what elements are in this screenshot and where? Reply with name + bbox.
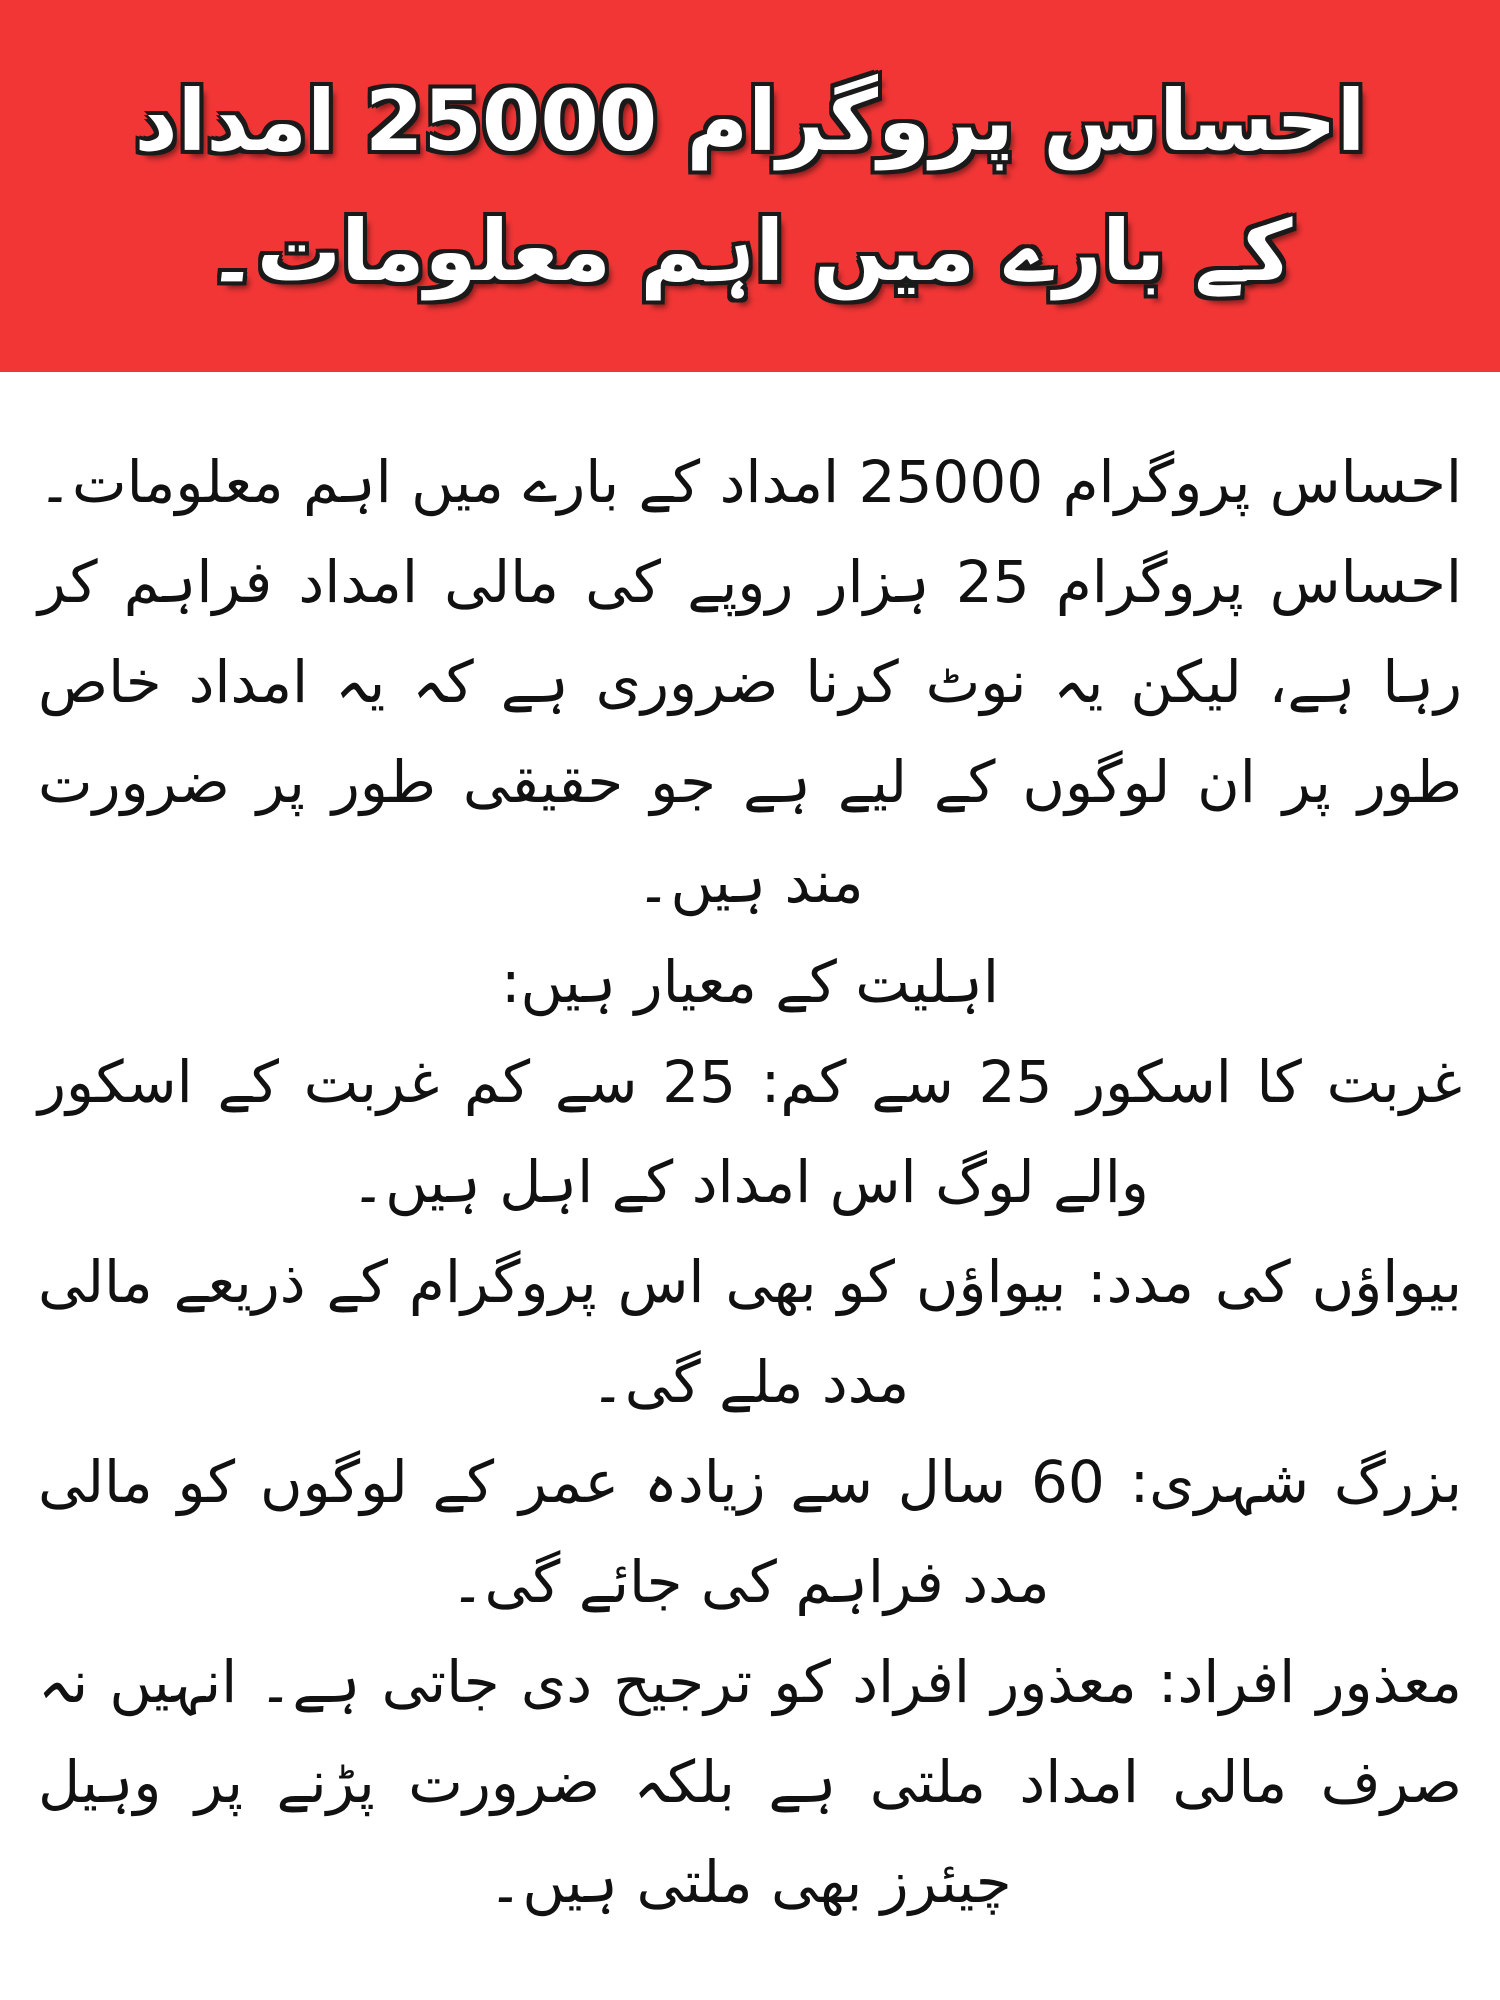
criterion-disabled-persons: معذور افراد: معذور افراد کو ترجیح دی جاتی ہے۔ انہیں نہ صرف مالی امداد ملتی ہے بلکہ ضرورت پڑنے پر وہیل چیئرز بھی ملتی ہیں۔ bbox=[38, 1648, 1462, 1916]
title-line-2: کے بارے میں اہم معلومات۔ bbox=[207, 202, 1293, 300]
title-line-1: احساس پروگرام 25000 امداد bbox=[134, 71, 1366, 170]
title-banner bbox=[0, 0, 1500, 372]
criterion-poverty-score: غربت کا اسکور 25 سے کم: 25 سے کم غربت کے اسکور والے لوگ اس امداد کے اہل ہیں۔ bbox=[38, 1048, 1462, 1216]
article-body bbox=[38, 432, 1462, 1932]
eligibility-heading: اہلیت کے معیار ہیں: bbox=[500, 948, 1000, 1016]
intro-paragraph: احساس پروگرام 25000 امداد کے بارے میں اہم معلومات۔ احساس پروگرام 25 ہزار روپے کی مالی امداد فراہم کر رہا ہے، لیکن یہ نوٹ کرنا ضروری ہے کہ یہ امداد خاص طور پر ان لوگوں کے لیے ہے جو حقیقی طور پر ضرورت مند ہیں۔ bbox=[38, 448, 1462, 916]
criterion-senior-citizens: بزرگ شہری: 60 سال سے زیادہ عمر کے لوگوں کو مالی مدد فراہم کی جائے گی۔ bbox=[38, 1448, 1462, 1616]
criterion-widows: بیواؤں کی مدد: بیواؤں کو بھی اس پروگرام کے ذریعے مالی مدد ملے گی۔ bbox=[38, 1248, 1462, 1416]
